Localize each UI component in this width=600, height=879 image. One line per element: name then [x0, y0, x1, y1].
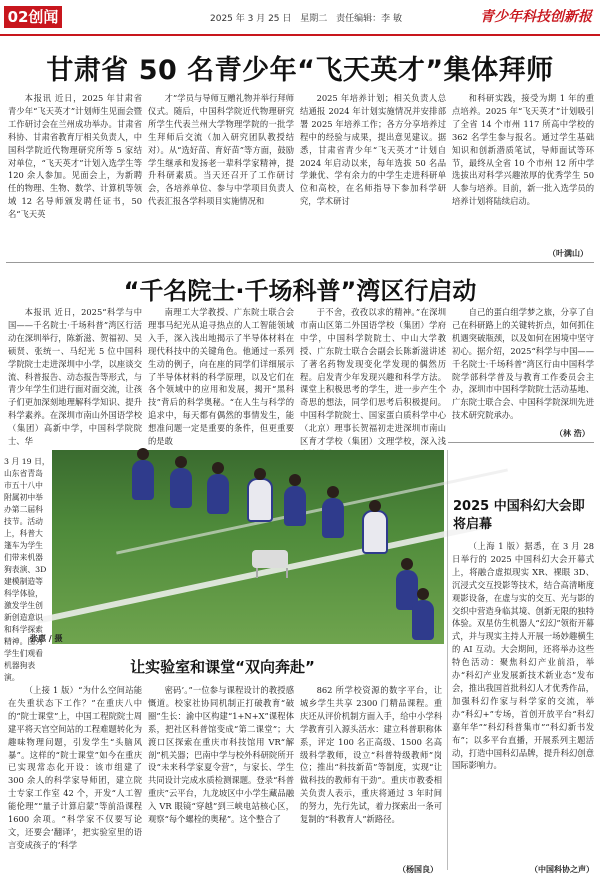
article1-col1: 本报讯 近日，2025 年甘肃省青少年“飞天英才”计划师生见面会暨工作研讨会在兰州成功举办。甘肃省科协、甘肃省教育厅相关负责人，中国科学院近代物理研究所等 5 家结对单位，“飞天英才”计划入选学生等 120 余人参加。见面会上，为新聘任的物理、生物、数学、计算机等领域 12 名导师颁发聘任证书，50 名“飞天英	[8, 93, 142, 220]
article3-byline: （中国科协之声）	[530, 864, 594, 874]
article4-col3: 862 所学校资源的数字平台，让城乡学生共享 2300 门精品课程。重庆还从评价机制方面入手，给中小学科学教育引入源头活水：建立科普职称体系，评定 100 名正高级、1500 名高级科学教师，设立“科普特级教师”岗位；推出“科技新苗”等制度，实现“让做科技的教师有干劲”。重庆市教委相关负责人表示，重庆将通过 3 年时间的努力，先行先试，着力探索出一条可复制的“科教育人”新路径。	[300, 685, 442, 825]
article1-col3: 2025 年培养计划；相关负责人总结通报 2024 年计划实施情况并安排部署 2025 年培养工作；各方分享培养过程中的经验与成果，提出意见建议。据悉，甘肃省青少年“飞天英才”计划自 2024 年启动以来，每年选拔 50 名品学兼优、学有余力的中学生走进科研单位和高校，在名师指导下参加科学研究，学术研讨	[300, 93, 446, 207]
article1-byline: （叶满山）	[548, 248, 588, 258]
article2-headline: “千名院士·千场科普”湾区行启动	[123, 277, 477, 305]
photo-student	[132, 460, 154, 500]
photo-student	[412, 600, 434, 640]
article4-col1: （上接 1 版）“为什么空间站能在失重状态下工作？”在重庆八中的“院士课堂”上，中国工程院院士周建平将天宫空间站的工程难题转化为趣味物理问题，引发学生“头脑风暴”。这样的“院士课堂”如今在重庆已实现常态化开设：该市组建了 300 余人的科学家导师团，建立院士专家工作室 42 个，开发“人工智能伦理”“量子计算启蒙”等前沿课程 1600 余项。“科学家不仅要写论文，还要会‘翻译’，把实验室里的语言变成孩子的‘科学	[8, 685, 142, 850]
photo-caption: 3 月 19 日，山东省青岛市五十八中附属初中举办第二届科技节。活动上，科普大篷车为学生们带来机器狗表演、3D 建模制造等科学体验，激发学生创新创造意识和科学探索精神。图为学生们观看机器狗表演。	[4, 457, 50, 682]
article2-byline: （林 浩）	[555, 428, 590, 438]
photo-student	[170, 468, 192, 508]
article3-headline: 2025 中国科幻大会即将启幕	[453, 499, 585, 532]
masthead-logo: 青少年科技创新报	[480, 9, 592, 25]
photo-credit: 张惠 / 摄	[30, 633, 63, 643]
article4-byline: （杨国良）	[398, 864, 438, 874]
issue-meta	[210, 11, 408, 24]
article2-col3: 于不舍，孜孜以求的精神。”在深圳市南山区第二外国语学校（集团）学府中学，中国科学院院士、中山大学教授、广东院士联合会副会长陈新滋讲述了著名药物发现变化学发现的偶然历程。启发青少年发现兴趣和科学方法。课堂上积极思考的学生，进一步产生个奇思的想法，同学们思考后积极提问。中国科学院院士、国家蛋白质科学中心（北京）理事长贺福初走进深圳市南山区育才学校（集团）文理学校，深入浅	[300, 307, 446, 447]
issue-weekday: 星期二	[300, 14, 328, 24]
column-divider	[447, 450, 448, 870]
robot-dog	[252, 550, 288, 568]
news-photo	[52, 450, 444, 644]
article3-body: （上海 1 版）据悉，在 3 月 28 日举行的 2025 中国科幻大会开幕式上，将融合虚拟现实 XR、裸眼 3D、沉浸式交互投影等技术，结合高清晰度观影设备，在虚与实的交互、光与影的交织中营造身临其境、创新无限的独特体验。双星仿生机器人“幻幻”领衔开幕式，并与现实主持人开展一场妙趣横生的 AI 互动。大会期间，还将举办这些特色活动：聚焦科幻产业前沿，举办“科幻产业发展新技术新业态”发布会，推出我国首批科幻人才优秀作品，加强科幻作家与科学家的交流，举办“科幻+”专场，首创开放平台“科幻嘉年华”“科幻科普集市”“科幻新书发布”；以多平台直播，开展系列主题活动，打造中国科幻品牌，提升科幻创意国际影响力。	[452, 541, 594, 771]
photo-student	[247, 478, 273, 522]
divider	[6, 262, 594, 263]
article2-col2: 南理工大学教授、广东院士联合会理事马纪光从追寻热点的人工智能领域入手，深入浅出地揭示了半导体材料在现代科技中的关键角色。他通过一系列生动的例子，向在座的同学们详细展示了半导体材料的科学原理，以及它们在各个领域中的应用和发展，揭开“黑科技”背后的科学奥秘。“在人生与科学的追求中，每天都有偶然的事情发生，能想准问题一定是重要的条件，但更重要的是敢	[148, 307, 294, 447]
article2-col1: 本报讯 近日，2025“科学与中国——千名院士·千场科普”湾区行活动在深圳举行，陈新滋、贺福初、吴硕贤、张统一、马纪光 5 位中国科学院院士走进深圳中小学，以座谈交流、科普报告、动态报告等形式，与青少年学生们进行面对面交流，让孩子们更加深刻地理解科学知识、提升科学素养。在深圳市南山外国语学校（集团）高新中学，中国科学院院士、华	[8, 307, 142, 447]
photo-student	[362, 510, 388, 554]
article4-col2: 密码’。”一位参与课程设计的教授感慨道。校家社协同机制正打破教育“破圈”生长：渝中区构建“1+N+X”课程体系，把社区科普馆变成“第二课堂”；大渡口区探索在重庆市科技馆用 VR“解剖”机关器；巴南中学与校外科研院所开设“未来科学家夏令营”，与家长、学生共同设计完成水质检测课题。登录“科普重庆”云平台，九龙坡区中小学生藏品融入 VR 眼镜“穿越”到三峡电站核心区，观察“每个螺栓的奥秘”。这个整合了	[148, 685, 294, 825]
section-tag: 02创闻	[4, 6, 62, 28]
issue-editor: 责任编辑：李 敏	[336, 14, 403, 24]
article1-headline: 甘肃省 50 名青少年“飞天英才”集体拜师	[46, 55, 554, 86]
article1-col4: 和科研实践，接受为期 1 年的重点培养。2025 年“飞天英才”计划吸引了全省 14 个市州 117 所高中学校的 362 名学生参与报名。通过学生基础知识和创新潜质笔试，导师面试等环节，最终从全省 10 个市州 12 所中学选拔出对科学兴趣浓厚的优秀学生 50 人参与培养。目前，新一批入选学员的培养计划将陆续启动。	[452, 93, 594, 207]
divider	[448, 442, 594, 443]
photo-student	[284, 486, 306, 526]
photo-student	[322, 498, 344, 538]
issue-date: 2025 年 3 月 25 日	[210, 14, 292, 24]
article1-col2: 才”学员与导师互赠礼物并举行拜师仪式。随后，中国科学院近代物理研究所学生代表兰州大学物理学院的一批学生拜师后交流（加入研究团队教授结对）。从“选好苗、育好苗”等方面，鼓励学生继承和发扬老一辈科学家精神，提升科研素质。当天还召开了工作研讨会，各培养单位、参与中学项目负责人代表汇报各学科项目实施情况和	[148, 93, 294, 207]
article2-col4: 自己的蛋白组学梦之旅，分享了自己在科研路上的关键转折点，如何抓住机遇突破瓶颈，以及如何在困境中坚守初心。据介绍，2025“科学与中国——千名院士·千场科普”湾区行由中国科学院学部科学普及与教育工作委员会主办，深圳市中国科学院院士活动基地、广东院士联合会、中国科学院深圳先进技术研究院承办。	[452, 307, 594, 421]
article4-headline: 让实验室和课堂“双向奔赴”	[130, 658, 315, 676]
photo-student	[207, 474, 229, 514]
page-header	[0, 0, 600, 36]
